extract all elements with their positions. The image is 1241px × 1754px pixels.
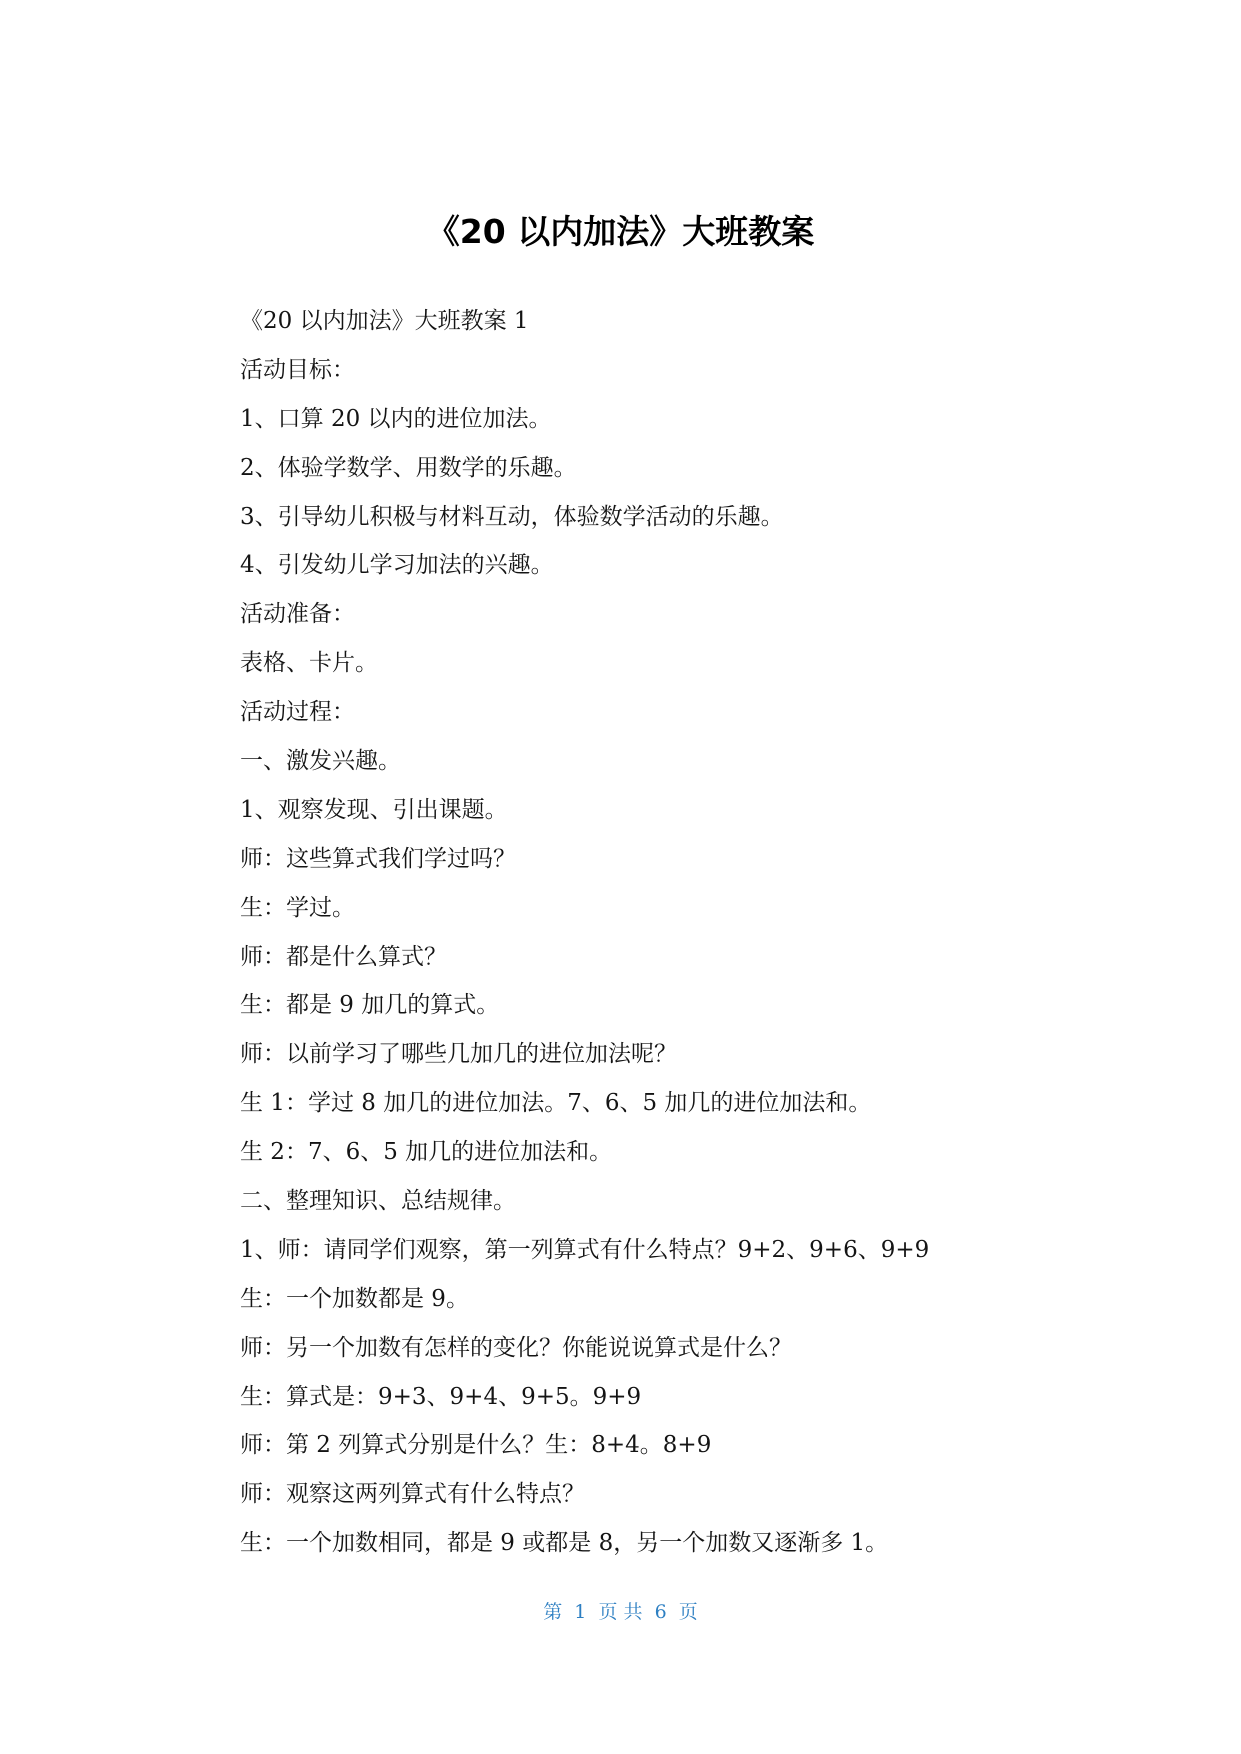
paragraph-line: 4、引发幼儿学习加法的兴趣。 — [240, 552, 554, 579]
document-title: 《20 以内加法》大班教案 — [426, 212, 815, 252]
paragraph-line: 《20 以内加法》大班教案 1 — [240, 308, 529, 334]
paragraph-line: 生：算式是：9+3、9+4、9+5。9+9 — [240, 1383, 642, 1410]
paragraph-line: 生：一个加数都是 9。 — [240, 1285, 469, 1312]
paragraph-line: 1、师：请同学们观察，第一列算式有什么特点？9+2、9+6、9+9 — [240, 1236, 930, 1263]
paragraph-line: 1、观察发现、引出课题。 — [240, 796, 508, 823]
page-footer: 第 1 页 共 6 页 — [543, 1601, 698, 1623]
paragraph-line: 3、引导幼儿积极与材料互动，体验数学活动的乐趣。 — [240, 503, 784, 530]
paragraph-line: 表格、卡片。 — [240, 650, 378, 677]
paragraph-line: 二、整理知识、总结规律。 — [240, 1188, 516, 1215]
paragraph-line: 活动准备： — [240, 601, 355, 628]
paragraph-line: 一、激发兴趣。 — [240, 748, 401, 775]
document-body — [240, 301, 1040, 1572]
paragraph-line: 生 1：学过 8 加几的进位加法。7、6、5 加几的进位加法和。 — [240, 1090, 872, 1117]
paragraph-line: 师：都是什么算式？ — [240, 943, 447, 970]
paragraph-line: 活动过程： — [240, 699, 355, 726]
paragraph-line: 生：都是 9 加几的算式。 — [240, 992, 500, 1019]
paragraph-line: 生 2：7、6、5 加几的进位加法和。 — [240, 1139, 613, 1166]
paragraph-line: 师：这些算式我们学过吗？ — [240, 845, 516, 872]
paragraph-line: 师：以前学习了哪些几加几的进位加法呢？ — [240, 1041, 677, 1068]
paragraph-line: 师：观察这两列算式有什么特点？ — [240, 1481, 585, 1508]
paragraph-line: 活动目标： — [240, 356, 355, 383]
paragraph-line: 生：学过。 — [240, 894, 355, 921]
paragraph-line: 2、体验学数学、用数学的乐趣。 — [240, 454, 577, 481]
paragraph-line: 生：一个加数相同，都是 9 或都是 8，另一个加数又逐渐多 1。 — [240, 1530, 889, 1557]
paragraph-line: 师：另一个加数有怎样的变化？你能说说算式是什么？ — [240, 1334, 792, 1361]
paragraph-line: 师：第 2 列算式分别是什么？生：8+4。8+9 — [240, 1432, 712, 1459]
paragraph-line: 1、口算 20 以内的进位加法。 — [240, 405, 552, 432]
